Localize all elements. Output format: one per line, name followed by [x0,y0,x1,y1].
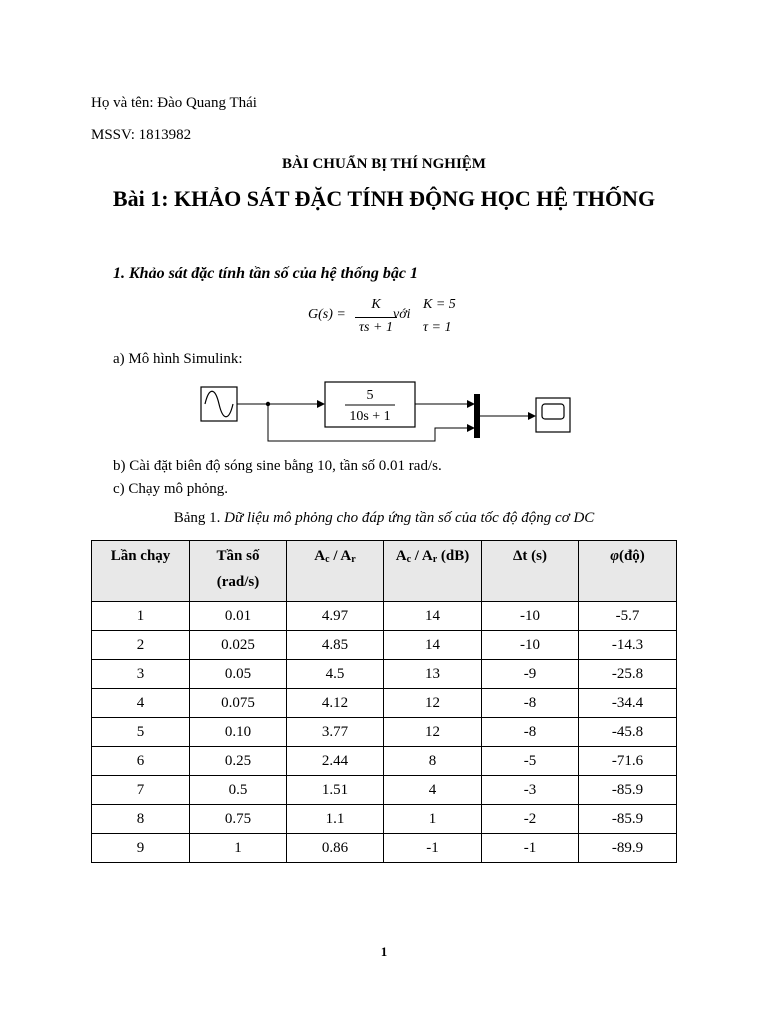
item-b: b) Cài đặt biên độ sóng sine bằng 10, tần số 0.01 rad/s. [113,458,442,474]
table-cell: -1 [482,834,579,863]
caption-prefix: Bảng 1. [173,510,225,526]
table-cell: -5.7 [579,602,677,631]
table-cell: 0.01 [190,602,287,631]
table-cell: 0.5 [190,776,287,805]
table-cell: 0.25 [190,747,287,776]
transfer-function-block[interactable] [325,382,415,427]
table-cell: 8 [92,805,190,834]
formula-numerator: K [371,297,381,312]
header-amplitude-ratio-db [384,541,482,602]
table-cell: -5 [482,747,579,776]
table-cell: -1 [384,834,482,863]
table-cell: 4.85 [287,631,384,660]
item-c: c) Chạy mô phỏng. [113,481,228,497]
table-cell: 0.075 [190,689,287,718]
table-cell: -3 [482,776,579,805]
table-cell: -2 [482,805,579,834]
doc-subtitle: BÀI CHUẨN BỊ THÍ NGHIỆM [282,156,486,172]
table-row [92,602,677,631]
table-cell: 0.75 [190,805,287,834]
table-cell: -85.9 [579,805,677,834]
table-cell: 0.10 [190,718,287,747]
header-frequency-line2: (rad/s) [216,574,260,590]
table-row [92,834,677,863]
table-row [92,631,677,660]
table-cell: 12 [384,689,482,718]
ratio-r-sub: r [351,554,356,565]
table-cell: 12 [384,718,482,747]
sine-source-block[interactable] [201,387,237,421]
table-row [92,689,677,718]
db-a: A [395,548,407,564]
table-row [92,805,677,834]
table-cell: -34.4 [579,689,677,718]
table-cell: -89.9 [579,834,677,863]
scope-block[interactable] [536,398,570,432]
table-cell: 7 [92,776,190,805]
formula-connector: với [393,307,411,322]
table-cell: 4.5 [287,660,384,689]
header-frequency-line1: Tần số [216,548,260,564]
header-frequency [190,541,287,602]
ratio-a: A [314,548,326,564]
table-cell: 4.97 [287,602,384,631]
table-cell: -85.9 [579,776,677,805]
tf-denominator: 10s + 1 [349,409,391,424]
table-cell: 0.86 [287,834,384,863]
table-header-row [92,541,677,602]
table-row [92,660,677,689]
phi-unit: (độ) [618,548,645,564]
table-cell: 9 [92,834,190,863]
header-run: Lần chạy [92,541,190,602]
table-cell: 1 [384,805,482,834]
table-caption [0,510,768,527]
caption-text: Dữ liệu mô phỏng cho đáp ứng tần số của tốc độ động cơ DC [224,510,595,526]
formula-param-tau: τ = 1 [423,320,452,335]
table-row [92,747,677,776]
student-id: MSSV: 1813982 [91,127,192,143]
table-cell: 8 [384,747,482,776]
db-r-sub: r [432,554,438,565]
table-cell: 4.12 [287,689,384,718]
table-cell: 1.1 [287,805,384,834]
db-unit: (dB) [437,548,470,564]
table-cell: -14.3 [579,631,677,660]
fraction-bar [355,317,397,318]
page-number: 1 [380,944,388,959]
table-cell: 14 [384,631,482,660]
table-cell: -10 [482,602,579,631]
table-cell: 4 [92,689,190,718]
formula-param-k: K = 5 [423,297,456,312]
table-cell: 13 [384,660,482,689]
table-row [92,776,677,805]
db-slash: / A [411,548,433,564]
section-heading: 1. Khảo sát đặc tính tần số của hệ thống bậc 1 [113,265,418,282]
mux-block[interactable] [474,394,480,438]
table-cell: -9 [482,660,579,689]
table-cell: -71.6 [579,747,677,776]
formula-denominator: τs + 1 [359,320,393,335]
table-cell: 2 [92,631,190,660]
student-name: Họ và tên: Đào Quang Thái [91,95,257,111]
table-cell: 2.44 [287,747,384,776]
table-cell: 1.51 [287,776,384,805]
table-cell: 6 [92,747,190,776]
phi-symbol: φ [610,548,619,564]
table-cell: 14 [384,602,482,631]
table-cell: -8 [482,689,579,718]
table-cell: 3 [92,660,190,689]
item-a: a) Mô hình Simulink: [113,351,243,367]
table-cell: 1 [190,834,287,863]
frequency-response-table [91,540,677,863]
table-cell: 0.05 [190,660,287,689]
table-cell: 3.77 [287,718,384,747]
table-row [92,718,677,747]
table-cell: -45.8 [579,718,677,747]
table-cell: -25.8 [579,660,677,689]
table-cell: 5 [92,718,190,747]
table-cell: -10 [482,631,579,660]
header-delta-t: Δt (s) [482,541,579,602]
db-c-sub: c [406,554,412,565]
table-cell: -8 [482,718,579,747]
table-cell: 0.025 [190,631,287,660]
scope-screen-icon [542,404,564,419]
header-amplitude-ratio [287,541,384,602]
header-phase [579,541,677,602]
doc-title: Bài 1: KHẢO SÁT ĐẶC TÍNH ĐỘNG HỌC HỆ THỐNG [112,186,656,211]
formula-lhs: G(s) = [308,307,346,322]
ratio-slash: / A [329,548,352,564]
table-cell: 4 [384,776,482,805]
table-cell: 1 [92,602,190,631]
tf-numerator: 5 [366,388,374,403]
simulink-diagram [195,375,585,445]
ratio-c-sub: c [325,554,330,565]
